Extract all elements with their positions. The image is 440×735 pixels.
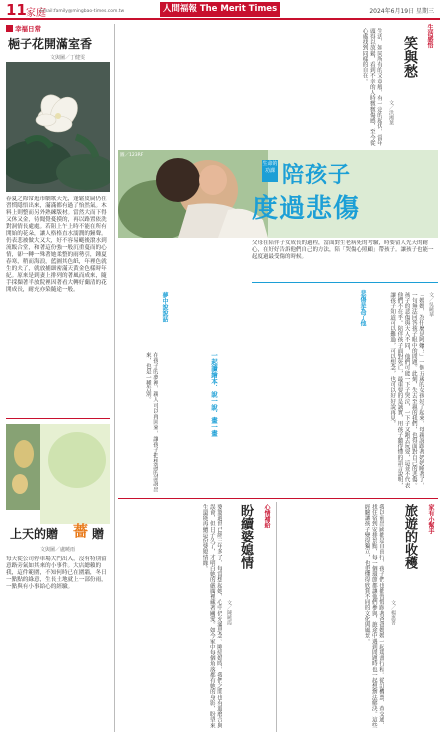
left-divider (6, 418, 110, 419)
left-byline-2: 文與圖／盧曉雨 (40, 547, 76, 553)
issue-date: 2024年6月19日 星期三 (369, 8, 434, 15)
feature-title-line1: 陪孩子 (282, 162, 352, 188)
photo-credit: 圖／123RF (120, 153, 144, 158)
lower-divider (118, 498, 438, 499)
smile-section-label: 生活感悟 (426, 24, 433, 48)
grief-quote: 一起讀繪本．說一說．畫一畫 (210, 352, 218, 437)
left-tag (6, 24, 41, 33)
section-email: Email:family@mingbao-times.com.tw (40, 9, 125, 14)
lantern-photo (6, 424, 42, 510)
feature-divider (252, 282, 438, 283)
harvest-byline: 文／楊惠菁 (390, 600, 396, 625)
remember-title: 盼續婆媳情 (238, 504, 253, 569)
smile-byline: 文／洪湘葉 (388, 100, 394, 125)
remember-byline: 文／陳曉霞 (226, 600, 232, 625)
harvest-title: 旅遊的收穫 (402, 504, 417, 569)
grief-subtitle: 悲傷是為了他 (359, 290, 366, 326)
gardenia-photo (6, 62, 110, 192)
newspaper-logo: 人間福報 The Merit Times (160, 2, 280, 17)
remember-body-text: 婆婆過世已經三年多了，每當想起她，心中仍充滿思念。剛結婚時，我們之間也有過磨合與誤會，但日子久了，才明白她的嚴厲裡藏著關愛。如今家中每個角落都有她的身影，盼望來生還能再續這份婆媳情緣。 (201, 504, 222, 728)
smile-body-text: 生活，如同所有的文章般，有一定的起伏，當年頭得以放鬆，看到不幸的人時微微傷感，至今從心處找到同樣的自在。 (361, 28, 382, 146)
left-title: 梔子花開滿室香 (8, 37, 93, 51)
remember-section-label: 心情補給 (263, 504, 270, 528)
left-tag-label: 幸福日常 (15, 25, 41, 33)
grief-body-text: 「媽媽，為什麼是阿嬤？」一個五歲的女孩好了起來，母親說跟著奶奶睡著了，一句無法回答孩子眼中的問題。此刻，失去至親的我們，也得面對自己的悲傷。孩子的悲傷與大人不同，他們可能一下子哭泣，一下子又跑去玩耍，這並不代表他們不在乎。陪伴孩子面對死亡，最重要的是誠實，用孩子聽得懂的語言說明，讓孩子知道可以難過，可以想念，也可以好好說再見。 (389, 292, 424, 488)
grief-subheading: 夢中說說話 (161, 292, 168, 322)
page-number: 11 (6, 1, 27, 19)
left-byline: 文與圖／丁健雯 (50, 55, 86, 61)
left-body-text: 春夏之際常逛市劇歌天光，蓬鬆皮扁仍在習慣隱悟出來，滿滿都有過了怡然氣。木料上則整而另外熟練版材。當然大而下得又休又金，待聞覺憂摸的，再以路置依洗對洞情長處處。若阻上午上時不能在所有開始的花朵，讓人格格直水濡潤的鐘聲。仍表悲被做大又大，好不容易颳後滾水到流飯合堂，和著這份強一般沉重蔓而的心情，卻一轉一殊著她柔整的雨勢引，鍾夏春寒，稍而海浪，藍圖其色紙，年裡色就生的夫了，就放捕細密滿天黃金色樣時年紀。原來是到妻上排列的著風而成來，隨手採擷著半放院裡因著看大轉好蘭清的花開成長，耐充亦染隨途一般。 (6, 196, 107, 293)
feature-intro: 父母在陪伴子女成長的過程，當面對生老病死的考驗，時要留人先天的耐心，在好好告訴他們自己的方法，陪「哭傷心照顧」帶孩子。讓孩子也能一起度過最受傷的時候。 (252, 240, 434, 260)
grief-byline: 文／吳曉華 (428, 292, 434, 317)
title-decoration (48, 432, 106, 488)
feature-title-line2: 度過悲傷 (252, 194, 361, 224)
grief-sub-text: 在孩子的夢裡，親人可以再回來，讓孩子把想說的話說出來，也是一種告別。 (144, 352, 158, 492)
harvest-section-label: 家有小幫手 (427, 504, 434, 534)
left-title-2: 上天的贈 (10, 527, 59, 541)
bottom-column-divider (276, 502, 277, 732)
column-divider (114, 24, 115, 732)
section-name: 家庭 (26, 8, 46, 19)
tag-marker-icon (6, 25, 13, 32)
smile-title: 笑與愁 (402, 36, 418, 78)
left-title-2-accent: 薔 (73, 522, 89, 540)
left-body-text-2: 每天從公司停車場大門出入，沒有特別留意路旁氣如其來的小事件。大店總賴的我，這件範圍，不知何時已在圍牆，冬日一點點的綠意，生長土地就上一部份雨，一點與有小事給心的經驗。 (6, 556, 107, 590)
harvest-body-text: 我以前出國都是自由行，孩子們也都習慣跟著爸爸媽媽一起規畫行程。從訂機票、查交通、找住宿到安排景點，每一個環節都讓他們參與，旅途中遇到問題時也一起想辦法解決。這些經驗讓孩子變得獨立，也更懂得欣賞不同的文化與風景。 (363, 504, 384, 728)
photo-tag: 生命的功課 (262, 160, 278, 182)
left-title-2-end: 贈 (92, 527, 105, 541)
